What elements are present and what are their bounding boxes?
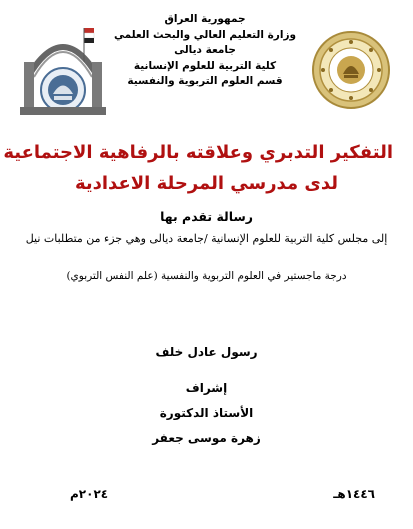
header-department: قسم العلوم التربوية والنفسية [127,75,283,87]
institution-header [110,12,300,90]
supervisor-title: الأستاذ الدكتورة [159,406,254,420]
date-gregorian: ٢٠٢٤م [70,487,109,501]
college-seal-icon [311,30,391,110]
header-ministry: وزارة التعليم العالي والبحث العلمي [113,28,297,41]
header-college: كلية التربية للعلوم الإنسانية [133,59,277,72]
submission-degree: درجة ماجستير في العلوم التربوية والنفسية (علم النفس التربوي) [66,270,347,282]
supervisor-label: إشراف [185,381,228,395]
header-country: جمهورية العراق [164,13,246,25]
university-logo-icon [18,22,108,122]
header-university: جامعة ديالى [174,44,236,56]
submission-council: إلى مجلس كلية التربية للعلوم الإنسانية /جامعة ديالى وهي جزء من متطلبات نيل [25,232,388,245]
student-name: رسول عادل خلف [155,345,258,359]
submission-label: رسالة تقدم بها [160,209,253,224]
thesis-title-line-1: التفكير التدبري وعلاقته بالرفاهية الاجتماعية [3,142,393,163]
thesis-title-line-2: لدى مدرسي المرحلة الاعدادية [74,173,339,194]
date-hijri: ١٤٤٦هـ [333,487,375,501]
supervisor-name: زهرة موسى جعفر [152,431,261,445]
